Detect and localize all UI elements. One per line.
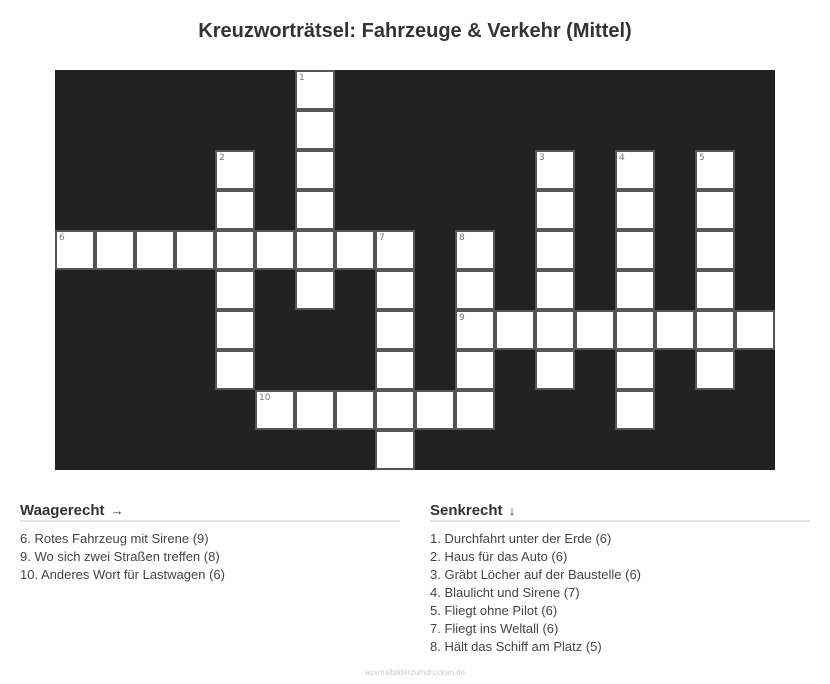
crossword-cell[interactable] — [455, 350, 495, 390]
footer-watermark: ausmalbilderzumdrucken.de — [364, 668, 466, 677]
crossword-cell[interactable] — [295, 190, 335, 230]
crossword-grid — [55, 70, 775, 470]
crossword-cell[interactable] — [375, 390, 415, 430]
crossword-cell[interactable] — [215, 350, 255, 390]
across-clue: 9. Wo sich zwei Straßen treffen (8) — [20, 549, 220, 564]
clue-number: 4 — [619, 153, 625, 163]
crossword-cell[interactable] — [415, 390, 455, 430]
crossword-cell[interactable] — [215, 190, 255, 230]
page-title: Kreuzworträtsel: Fahrzeuge & Verkehr (Mittel) — [198, 20, 632, 42]
crossword-cell[interactable] — [295, 110, 335, 150]
crossword-cell[interactable] — [295, 230, 335, 270]
crossword-cell[interactable] — [735, 310, 775, 350]
crossword-cell[interactable] — [375, 270, 415, 310]
down-clue: 8. Hält das Schiff am Platz (5) — [430, 639, 602, 654]
crossword-cell[interactable] — [375, 230, 415, 270]
crossword-cell[interactable] — [215, 310, 255, 350]
crossword-cell[interactable] — [615, 230, 655, 270]
arrow-right-icon: → — [110, 503, 124, 518]
crossword-cell[interactable] — [455, 390, 495, 430]
crossword-cell[interactable] — [135, 230, 175, 270]
crossword-cell[interactable] — [215, 270, 255, 310]
clue-number: 2 — [219, 153, 225, 163]
crossword-cell[interactable] — [695, 350, 735, 390]
crossword-cell[interactable] — [695, 310, 735, 350]
down-clue: 3. Gräbt Löcher auf der Baustelle (6) — [430, 567, 642, 582]
crossword-cell[interactable] — [335, 230, 375, 270]
clue-number: 3 — [539, 153, 545, 163]
clue-number: 5 — [699, 153, 705, 163]
crossword-cell[interactable] — [575, 310, 615, 350]
down-heading-label: Senkrecht — [430, 502, 503, 519]
crossword-cell[interactable] — [615, 310, 655, 350]
across-clue: 6. Rotes Fahrzeug mit Sirene (9) — [20, 531, 209, 546]
clue-number: 7 — [379, 233, 385, 243]
crossword-cell[interactable] — [295, 70, 335, 110]
across-heading — [20, 502, 400, 522]
down-clue: 4. Blaulicht und Sirene (7) — [430, 585, 580, 600]
down-heading — [430, 502, 810, 522]
down-clue: 5. Fliegt ohne Pilot (6) — [430, 603, 558, 618]
crossword-cell[interactable] — [255, 390, 295, 430]
crossword-cell[interactable] — [615, 150, 655, 190]
clue-number: 8 — [459, 233, 465, 243]
crossword-cell[interactable] — [695, 270, 735, 310]
crossword-cell[interactable] — [655, 310, 695, 350]
crossword-cell[interactable] — [455, 230, 495, 270]
crossword-cell[interactable] — [535, 230, 575, 270]
crossword-cell[interactable] — [175, 230, 215, 270]
crossword-cell[interactable] — [335, 390, 375, 430]
crossword-cell[interactable] — [695, 230, 735, 270]
crossword-cell[interactable] — [295, 390, 335, 430]
down-clue-list — [430, 530, 810, 656]
clue-number: 10 — [259, 393, 271, 403]
crossword-cell[interactable] — [495, 310, 535, 350]
crossword-cell[interactable] — [535, 150, 575, 190]
across-clue-list — [20, 530, 400, 584]
crossword-cell[interactable] — [695, 190, 735, 230]
crossword-cell[interactable] — [615, 350, 655, 390]
crossword-cell[interactable] — [535, 310, 575, 350]
crossword-cell[interactable] — [695, 150, 735, 190]
crossword-cell[interactable] — [455, 310, 495, 350]
crossword-cell[interactable] — [255, 230, 295, 270]
crossword-cell[interactable] — [55, 230, 95, 270]
crossword-cell[interactable] — [295, 270, 335, 310]
crossword-cell[interactable] — [375, 430, 415, 470]
crossword-cell[interactable] — [615, 270, 655, 310]
crossword-cell[interactable] — [215, 150, 255, 190]
crossword-cell[interactable] — [295, 150, 335, 190]
crossword-cell[interactable] — [615, 190, 655, 230]
crossword-cell[interactable] — [455, 270, 495, 310]
clue-number: 6 — [59, 233, 65, 243]
across-clues-section — [20, 502, 400, 584]
down-clue: 1. Durchfahrt unter der Erde (6) — [430, 531, 612, 546]
crossword-cell[interactable] — [535, 270, 575, 310]
clue-number: 9 — [459, 313, 465, 323]
across-heading-label: Waagerecht — [20, 502, 105, 519]
crossword-cell[interactable] — [535, 350, 575, 390]
down-clues-section — [430, 502, 810, 656]
arrow-down-icon: ↓ — [508, 503, 516, 518]
down-clue: 2. Haus für das Auto (6) — [430, 549, 568, 564]
crossword-cell[interactable] — [215, 230, 255, 270]
clue-number: 1 — [299, 73, 305, 83]
across-clue: 10. Anderes Wort für Lastwagen (6) — [20, 567, 225, 582]
crossword-cell[interactable] — [375, 350, 415, 390]
down-clue: 7. Fliegt ins Weltall (6) — [430, 621, 559, 636]
crossword-cell[interactable] — [95, 230, 135, 270]
crossword-cell[interactable] — [535, 190, 575, 230]
crossword-cell[interactable] — [615, 390, 655, 430]
crossword-cell[interactable] — [375, 310, 415, 350]
